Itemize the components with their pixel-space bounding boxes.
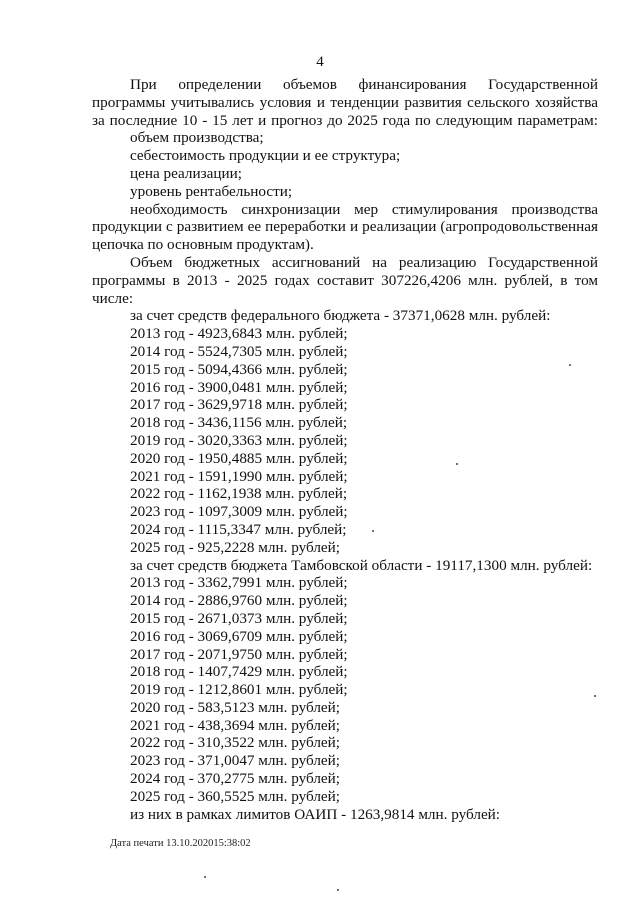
document-body (92, 76, 598, 823)
year-allocation-line: 2024 год - 370,2775 млн. рублей; (130, 770, 341, 788)
year-allocation-line: 2015 год - 2671,0373 млн. рублей; (130, 609, 348, 627)
year-allocation-line: 2019 год - 1212,8601 млн. рублей; (130, 681, 348, 699)
regional-years-list (92, 574, 598, 805)
paragraph-line: программы в 2013 - 2025 годах составит 307226,4206 млн. рублей, в том (92, 271, 598, 289)
year-allocation-line: 2021 год - 1591,1990 млн. рублей; (130, 467, 348, 485)
regional-budget-heading: за счет средств бюджета Тамбовской области - 19117,1300 млн. рублей: (130, 556, 593, 574)
year-allocation-line: 2017 год - 2071,9750 млн. рублей; (130, 645, 348, 663)
federal-years-list (92, 325, 598, 556)
scan-speck (456, 463, 458, 465)
scan-speck (204, 876, 206, 878)
year-allocation-line: 2025 год - 925,2228 млн. рублей; (130, 538, 341, 556)
parameter-item: себестоимость продукции и ее структура; (130, 147, 401, 165)
year-allocation-line: 2023 год - 1097,3009 млн. рублей; (130, 503, 348, 521)
year-allocation-line: 2020 год - 583,5123 млн. рублей; (130, 698, 341, 716)
year-allocation-line: 2013 год - 4923,6843 млн. рублей; (130, 325, 348, 343)
paragraph-line: Объем бюджетных ассигнований на реализацию Государственной (130, 253, 598, 271)
year-allocation-line: 2021 год - 438,3694 млн. рублей; (130, 716, 341, 734)
year-allocation-line: 2019 год - 3020,3363 млн. рублей; (130, 431, 348, 449)
parameter-item: уровень рентабельности; (130, 182, 293, 200)
scan-speck (337, 889, 339, 891)
oaip-line: из них в рамках лимитов ОАИП - 1263,9814 млн. рублей: (130, 805, 501, 823)
federal-budget-heading: за счет средств федерального бюджета - 37371,0628 млн. рублей: (130, 307, 551, 325)
year-allocation-line: 2025 год - 360,5525 млн. рублей; (130, 787, 341, 805)
paragraph-line: цепочка по основным продуктам). (92, 236, 314, 254)
year-allocation-line: 2014 год - 5524,7305 млн. рублей; (130, 342, 348, 360)
year-allocation-line: 2018 год - 3436,1156 млн. рублей; (130, 414, 348, 432)
scan-speck (594, 695, 596, 697)
year-allocation-line: 2016 год - 3900,0481 млн. рублей; (130, 378, 348, 396)
scan-speck (372, 530, 374, 532)
scan-speck (569, 364, 571, 366)
paragraph-line: необходимость синхронизации мер стимулирования производства (130, 200, 598, 218)
year-allocation-line: 2024 год - 1115,3347 млн. рублей; (130, 520, 347, 538)
paragraph-line: числе: (92, 289, 134, 307)
year-allocation-line: 2017 год - 3629,9718 млн. рублей; (130, 396, 348, 414)
year-allocation-line: 2013 год - 3362,7991 млн. рублей; (130, 574, 348, 592)
year-allocation-line: 2016 год - 3069,6709 млн. рублей; (130, 627, 348, 645)
page-number: 4 (316, 54, 324, 70)
year-allocation-line: 2022 год - 310,3522 млн. рублей; (130, 734, 341, 752)
paragraph-line: программы учитывались условия и тенденции развития сельского хозяйства (92, 93, 598, 111)
parameter-item: цена реализации; (130, 164, 242, 182)
paragraph-line: продукции с развитием ее переработки и реализации (агропродовольственная (92, 218, 598, 236)
year-allocation-line: 2018 год - 1407,7429 млн. рублей; (130, 663, 348, 681)
parameter-item: объем производства; (130, 129, 264, 147)
year-allocation-line: 2023 год - 371,0047 млн. рублей; (130, 752, 341, 770)
paragraph-line: за последние 10 - 15 лет и прогноз до 2025 года по следующим параметрам: (92, 111, 598, 129)
paragraph-line: При определении объемов финансирования Государственной (130, 76, 598, 93)
year-allocation-line: 2015 год - 5094,4366 млн. рублей; (130, 360, 348, 378)
year-allocation-line: 2022 год - 1162,1938 млн. рублей; (130, 485, 348, 503)
year-allocation-line: 2014 год - 2886,9760 млн. рублей; (130, 592, 348, 610)
print-date: Дата печати 13.10.202015:38:02 (110, 838, 251, 849)
year-allocation-line: 2020 год - 1950,4885 млн. рублей; (130, 449, 348, 467)
